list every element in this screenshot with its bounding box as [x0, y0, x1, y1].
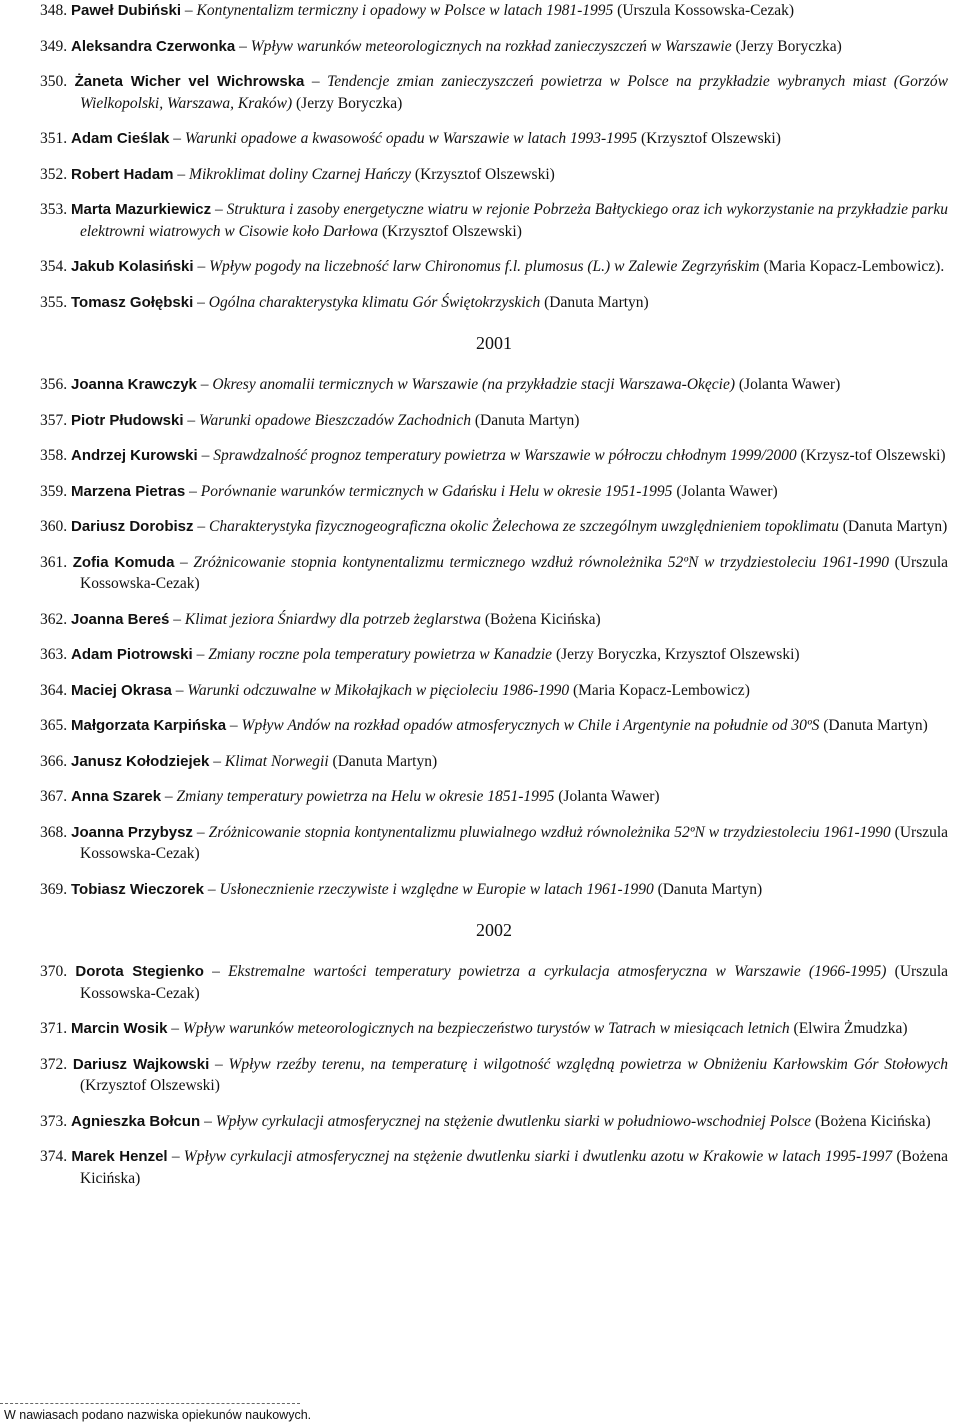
entry-title: Warunki odczuwalne w Mikołajkach w pięcioleciu 1986-1990 [187, 681, 570, 699]
entry-author: Anna Szarek [71, 788, 162, 805]
entry-title: Usłonecznienie rzeczywiste i względne w Europie w latach 1961-1990 [219, 880, 654, 898]
entry-title: Ogólna charakterystyka klimatu Gór Świętokrzyskich [208, 293, 541, 311]
entry-title: Tendencje zmian zanieczyszczeń powietrza w Polsce na przykładzie wybranych miast (Gorzów Wielkopolski, Warszawa, Kraków) [80, 73, 949, 112]
entry-author: Andrzej Kurowski [71, 447, 198, 464]
entry-author: Zofia Komuda [72, 553, 175, 571]
thesis-entry: 357. Piotr Płudowski – Warunki opadowe Bieszczadów Zachodnich (Danuta Martyn) [40, 411, 580, 429]
entry-supervisor: (Urszula Kossowska-Cezak) [617, 2, 795, 19]
entry-author: Żaneta Wicher vel Wichrowska [74, 73, 305, 90]
entry-author: Dorota Stegienko [75, 963, 204, 980]
entry-author: Marzena Pietras [71, 482, 186, 500]
entry-supervisor: (Bożena Kicińska) [484, 610, 601, 628]
entry-author: Piotr Płudowski [71, 411, 184, 429]
entry-number: 366. [40, 752, 68, 770]
entry-supervisor: (Jolanta Wawer) [738, 376, 841, 393]
year-heading: 2002 [476, 920, 512, 940]
entry-title: Klimat jeziora Śniardwy dla potrzeb żeglarstwa [184, 610, 481, 628]
thesis-entry: 372. Dariusz Wajkowski – Wpływ rzeźby terenu, na temperaturę i wilgotność względną powietrza w Obniżeniu Karłowskim Gór Stołowych (Krzysztof Olszewski) [40, 1055, 949, 1094]
entry-author: Janusz Kołodziejek [71, 752, 210, 770]
entry-title: Mikroklimat doliny Czarnej Hańczy [189, 165, 412, 183]
entry-supervisor: (Krzysztof Olszewski) [80, 1077, 220, 1094]
entry-number: 374. [40, 1148, 68, 1165]
thesis-entry: 356. Joanna Krawczyk – Okresy anomalii termicznych w Warszawie (na przykładzie stacji Warszawa-Okęcie) (Jolanta Wawer) [40, 376, 841, 393]
entry-author: Paweł Dubiński [71, 2, 182, 19]
entry-supervisor: (Danuta Martyn) [842, 518, 948, 535]
entry-title: Wpływ cyrkulacji atmosferycznej na stężenie dwutlenku siarki w południowo-wschodniej Polsce [215, 1112, 812, 1130]
entry-title: Warunki opadowe Bieszczadów Zachodnich [199, 411, 471, 429]
entry-supervisor: (Krzysztof Olszewski) [414, 165, 555, 183]
entry-number: 367. [40, 788, 68, 805]
entry-supervisor: (Danuta Martyn) [474, 411, 580, 429]
entry-title: Wpływ Andów na rozkład opadów atmosferycznych w Chile i Argentynie na południe od 30ºS [241, 717, 820, 734]
entry-number: 371. [40, 1020, 68, 1037]
entry-number: 372. [40, 1055, 68, 1073]
entry-number: 362. [40, 610, 68, 628]
entry-supervisor: (Danuta Martyn) [332, 752, 438, 770]
entry-title: Zmiany temperatury powietrza na Helu w okresie 1851-1995 [176, 788, 555, 805]
thesis-entry: 366. Janusz Kołodziejek – Klimat Norwegii (Danuta Martyn) [40, 752, 438, 770]
entry-supervisor: (Jerzy Boryczka, Krzysztof Olszewski) [555, 646, 800, 663]
thesis-entry: 360. Dariusz Dorobisz – Charakterystyka fizycznogeograficzna okolic Żelechowa ze szczególnym uwzględnieniem topoklimatu (Danuta Martyn) [40, 518, 948, 535]
entry-number: 370. [40, 963, 68, 980]
entry-supervisor: (Krzysztof Olszewski) [641, 130, 781, 147]
entry-title: Wpływ warunków meteorologicznych na rozkład zanieczyszczeń w Warszawie [250, 37, 732, 55]
entry-supervisor: (Urszula Kossowska-Cezak) [80, 553, 949, 592]
entry-supervisor: (Danuta Martyn) [657, 880, 763, 898]
entry-author: Aleksandra Czerwonka [71, 37, 236, 55]
entry-number: 356. [40, 376, 68, 393]
entry-author: Marcin Wosik [71, 1020, 168, 1037]
entry-number: 358. [40, 447, 68, 464]
entry-supervisor: (Elwira Żmudzka) [793, 1020, 908, 1037]
entry-title: Struktura i zasoby energetyczne wiatru w rejonie Pobrzeża Bałtyckiego oraz ich wykorzystanie na przykładzie parku elektrowni wiatrowych w Cisowie koło Darłowa [80, 201, 948, 240]
entry-author: Maciej Okrasa [71, 681, 172, 699]
entry-supervisor: (Krzysz-tof Olszewski) [800, 447, 946, 464]
entry-supervisor: (Urszula Kossowska-Cezak) [80, 963, 949, 1002]
thesis-entry: 352. Robert Hadam – Mikroklimat doliny Czarnej Hańczy (Krzysztof Olszewski) [40, 165, 555, 183]
entry-title: Porównanie warunków termicznych w Gdańsku i Helu w okresie 1951-1995 [200, 482, 673, 500]
thesis-list [40, 0, 948, 1189]
entry-author: Jakub Kolasiński [71, 258, 194, 275]
entry-number: 364. [40, 681, 68, 699]
thesis-entry: 369. Tobiasz Wieczorek – Usłonecznienie rzeczywiste i względne w Europie w latach 1961-1990 (Danuta Martyn) [40, 880, 763, 898]
thesis-entry: 355. Tomasz Gołębski – Ogólna charakterystyka klimatu Gór Świętokrzyskich (Danuta Martyn) [40, 293, 649, 311]
entry-supervisor: (Danuta Martyn) [823, 717, 928, 734]
entry-title: Zmiany roczne pola temperatury powietrza w Kanadzie [208, 646, 553, 663]
entry-title: Warunki opadowe a kwasowość opadu w Warszawie w latach 1993-1995 [184, 130, 638, 147]
entry-author: Agnieszka Bołcun [71, 1112, 201, 1130]
thesis-entry: 354. Jakub Kolasiński – Wpływ pogody na liczebność larw Chironomus f.l. plumosus (L.) w Zalewie Zegrzyńskim (Maria Kopacz-Lembowicz). [40, 258, 945, 275]
entry-supervisor: (Jolanta Wawer) [676, 482, 778, 500]
thesis-entry: 349. Aleksandra Czerwonka – Wpływ warunków meteorologicznych na rozkład zanieczyszczeń w Warszawie (Jerzy Boryczka) [40, 37, 842, 55]
entry-number: 354. [40, 258, 68, 275]
entry-number: 359. [40, 482, 68, 500]
entry-number: 361. [40, 553, 68, 571]
entry-number: 369. [40, 880, 68, 898]
entry-author: Dariusz Dorobisz [71, 518, 194, 535]
thesis-entry: 365. Małgorzata Karpińska – Wpływ Andów na rozkład opadów atmosferycznych w Chile i Argentynie na południe od 30ºS (Danuta Martyn) [40, 717, 928, 734]
thesis-entry: 373. Agnieszka Bołcun – Wpływ cyrkulacji atmosferycznej na stężenie dwutlenku siarki w południowo-wschodniej Polsce (Bożena Kicińska) [40, 1112, 931, 1130]
thesis-entry: 353. Marta Mazurkiewicz – Struktura i zasoby energetyczne wiatru w rejonie Pobrzeża Bałtyckiego oraz ich wykorzystanie na przykładzie parku elektrowni wiatrowych w Cisowie koło Darłowa (Krzysztof Olszewski) [40, 201, 948, 240]
entry-title: Zróżnicowanie stopnia kontynentalizmu termicznego wzdłuż równoleżnika 52ºN w trzydziestoleciu 1961-1990 [193, 553, 890, 571]
entry-author: Dariusz Wajkowski [72, 1055, 210, 1073]
entry-title: Kontynentalizm termiczny i opadowy w Polsce w latach 1981-1995 [196, 2, 614, 19]
thesis-entry: 370. Dorota Stegienko – Ekstremalne wartości temperatury powietrza a cyrkulacja atmosferyczna w Warszawie (1966-1995) (Urszula Kossowska-Cezak) [40, 963, 949, 1002]
footnote-rule [0, 1403, 300, 1404]
entry-title: Zróżnicowanie stopnia kontynentalizmu pluwialnego wzdłuż równoleżnika 52ºN w trzydziestoleciu 1961-1990 [208, 823, 891, 841]
entry-title: Okresy anomalii termicznych w Warszawie (na przykładzie stacji Warszawa-Okęcie) [212, 376, 736, 393]
thesis-entry: 364. Maciej Okrasa – Warunki odczuwalne w Mikołajkach w pięcioleciu 1986-1990 (Maria Kopacz-Lembowicz) [40, 681, 750, 699]
thesis-entry: 351. Adam Cieślak – Warunki opadowe a kwasowość opadu w Warszawie w latach 1993-1995 (Krzysztof Olszewski) [40, 130, 781, 147]
entry-number: 357. [40, 411, 68, 429]
entry-number: 368. [40, 823, 68, 841]
year-heading: 2001 [476, 333, 512, 353]
entry-title: Wpływ pogody na liczebność larw Chironomus f.l. plumosus (L.) w Zalewie Zegrzyńskim [209, 258, 760, 275]
thesis-entry: 374. Marek Henzel – Wpływ cyrkulacji atmosferycznej na stężenie dwutlenku siarki i dwutlenku azotu w Krakowie w latach 1995-1997 (Bożena Kicińska) [40, 1148, 949, 1187]
entry-title: Wpływ cyrkulacji atmosferycznej na stężenie dwutlenku siarki i dwutlenku azotu w Krakowie w latach 1995-1997 [183, 1148, 893, 1165]
entry-author: Małgorzata Karpińska [71, 717, 227, 734]
entry-number: 351. [40, 130, 68, 147]
entry-supervisor: (Danuta Martyn) [544, 293, 649, 311]
entry-number: 363. [40, 646, 68, 663]
entry-supervisor: (Bożena Kicińska) [814, 1112, 931, 1130]
entry-title: Wpływ rzeźby terenu, na temperaturę i wilgotność względną powietrza w Obniżeniu Karłowskim Gór Stołowych [228, 1055, 949, 1073]
entry-title: Charakterystyka fizycznogeograficzna okolic Żelechowa ze szczególnym uwzględnieniem topoklimatu [209, 518, 839, 535]
entry-author: Adam Cieślak [71, 130, 170, 147]
entry-supervisor: (Jerzy Boryczka) [296, 94, 403, 112]
thesis-entry: 348. Paweł Dubiński – Kontynentalizm termiczny i opadowy w Polsce w latach 1981-1995 (Urszula Kossowska-Cezak) [40, 2, 795, 19]
thesis-entry: 361. Zofia Komuda – Zróżnicowanie stopnia kontynentalizmu termicznego wzdłuż równoleżnika 52ºN w trzydziestoleciu 1961-1990 (Urszula Kossowska-Cezak) [40, 553, 949, 592]
footnote: W nawiasach podano nazwiska opiekunów naukowych. [4, 1408, 312, 1422]
thesis-entry: 371. Marcin Wosik – Wpływ warunków meteorologicznych na bezpieczeństwo turystów w Tatrach w miesiącach letnich (Elwira Żmudzka) [40, 1020, 908, 1037]
entry-number: 373. [40, 1112, 68, 1130]
entry-supervisor: (Maria Kopacz-Lembowicz) [572, 681, 750, 699]
entry-author: Tomasz Gołębski [71, 293, 194, 311]
entry-title: Klimat Norwegii [224, 752, 329, 770]
entry-author: Tobiasz Wieczorek [71, 880, 204, 898]
entry-supervisor: (Maria Kopacz-Lembowicz). [763, 258, 945, 275]
entry-number: 350. [40, 73, 68, 90]
entry-author: Marek Henzel [71, 1148, 168, 1165]
entry-author: Adam Piotrowski [71, 646, 193, 663]
entry-author: Joanna Krawczyk [71, 376, 197, 393]
entry-title: Ekstremalne wartości temperatury powietrza a cyrkulacja atmosferyczna w Warszawie (1966-1995) [228, 963, 887, 980]
entry-number: 360. [40, 518, 68, 535]
thesis-entry: 359. Marzena Pietras – Porównanie warunków termicznych w Gdańsku i Helu w okresie 1951-1995 (Jolanta Wawer) [40, 482, 778, 500]
thesis-entry: 363. Adam Piotrowski – Zmiany roczne pola temperatury powietrza w Kanadzie (Jerzy Boryczka, Krzysztof Olszewski) [40, 646, 800, 663]
entry-author: Joanna Przybysz [71, 823, 193, 841]
entry-supervisor: (Bożena Kicińska) [80, 1148, 949, 1187]
thesis-entry: 367. Anna Szarek – Zmiany temperatury powietrza na Helu w okresie 1851-1995 (Jolanta Wawer) [40, 788, 660, 805]
entry-number: 365. [40, 717, 68, 734]
entry-number: 355. [40, 293, 68, 311]
entry-title: Sprawdzalność prognoz temperatury powietrza w Warszawie w półroczu chłodnym 1999/2000 [213, 447, 797, 464]
entry-number: 352. [40, 165, 68, 183]
thesis-entry: 358. Andrzej Kurowski – Sprawdzalność prognoz temperatury powietrza w Warszawie w półroczu chłodnym 1999/2000 (Krzysz-tof Olszewski) [40, 447, 946, 464]
thesis-entry: 350. Żaneta Wicher vel Wichrowska – Tendencje zmian zanieczyszczeń powietrza w Polsce na przykładzie wybranych miast (Gorzów Wielkopolski, Warszawa, Kraków) (Jerzy Boryczka) [40, 73, 949, 112]
entry-supervisor: (Krzysztof Olszewski) [381, 222, 522, 240]
entry-number: 353. [40, 201, 68, 218]
entry-supervisor: (Jolanta Wawer) [558, 788, 660, 805]
entry-supervisor: (Jerzy Boryczka) [735, 37, 842, 55]
entry-author: Marta Mazurkiewicz [71, 201, 212, 218]
thesis-entry: 362. Joanna Bereś – Klimat jeziora Śniardwy dla potrzeb żeglarstwa (Bożena Kicińska) [40, 610, 601, 628]
entry-number: 348. [40, 2, 68, 19]
entry-supervisor: (Urszula Kossowska-Cezak) [80, 823, 949, 862]
entry-author: Joanna Bereś [71, 610, 170, 628]
entry-title: Wpływ warunków meteorologicznych na bezpieczeństwo turystów w Tatrach w miesiącach letnich [182, 1020, 790, 1037]
thesis-entry: 368. Joanna Przybysz – Zróżnicowanie stopnia kontynentalizmu pluwialnego wzdłuż równoleżnika 52ºN w trzydziestoleciu 1961-1990 (Urszula Kossowska-Cezak) [40, 823, 949, 862]
entry-number: 349. [40, 37, 68, 55]
entry-author: Robert Hadam [71, 165, 174, 183]
